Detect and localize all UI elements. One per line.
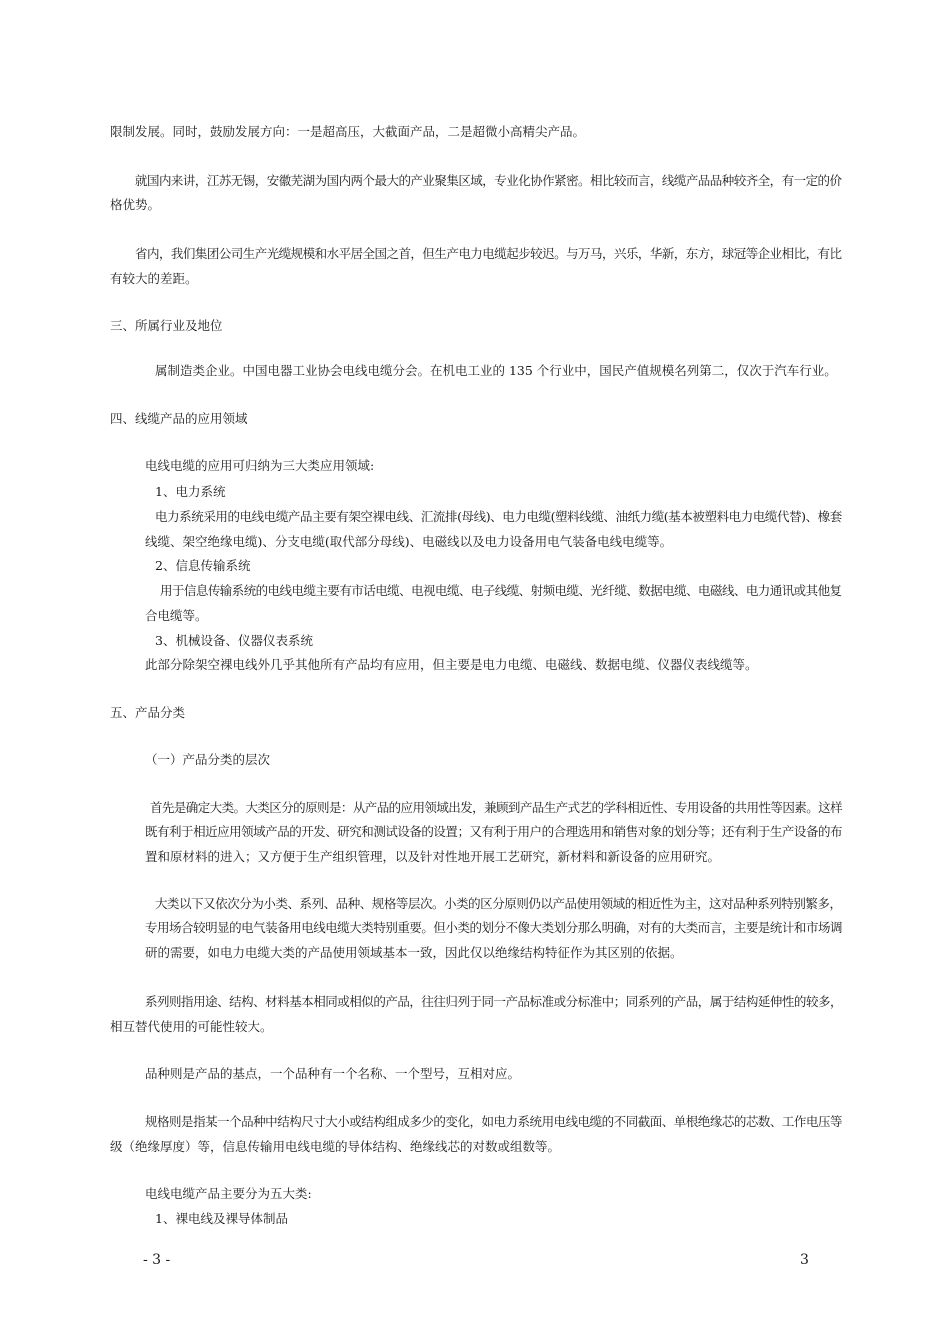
section-heading: 四、线缆产品的应用领域: [110, 411, 248, 426]
text-line: 大类以下又依次分为小类、系列、品种、规格等层次。小类的区分原则仍以产品使用领域的相近性为主，这对品种系列特别繁多，: [155, 896, 842, 911]
text-line: 合电缆等。: [145, 608, 208, 623]
text-line: 有较大的差距。: [110, 271, 198, 286]
text-line: 规格则是指某一个品种中结构尺寸大小或结构组成多少的变化，如电力系统用电线电缆的不同截面、单根绝缘芯的芯数、工作电压等: [145, 1114, 843, 1129]
text-line: 首先是确定大类。大类区分的原则是：从产品的应用领域出发，兼顾到产品生产式艺的学科相近性、专用设备的共用性等因素。这样: [150, 800, 843, 815]
text-line: 此部分除架空裸电线外几乎其他所有产品均有应用，但主要是电力电缆、电磁线、数据电缆、仪器仪表线缆等。: [145, 657, 758, 672]
section-heading: 五、产品分类: [110, 705, 186, 720]
text-line: 既有利于相近应用领域产品的开发、研究和测试设备的设置；又有利于用户的合理选用和销售对象的划分等；还有利于生产设备的布: [145, 824, 843, 839]
text-line: 置和原材料的进入；又方便于生产组织管理，以及针对性地开展工艺研究，新材料和新设备的应用研究。: [145, 849, 721, 864]
list-item-heading: 1、裸电线及裸导体制品: [155, 1211, 288, 1226]
text-line: 用于信息传输系统的电线电缆主要有市话电缆、电视电缆、电子线缆、射频电缆、光纤缆、数据电缆、电磁线、电力通讯或其他复: [160, 583, 842, 598]
text-line: 研的需要，如电力电缆大类的产品使用领域基本一致，因此仅以绝缘结构特征作为其区别的依据。: [145, 945, 683, 960]
text-line: 专用场合较明显的电气装备用电线电缆大类特别重要。但小类的划分不像大类划分那么明确，对有的大类而言，主要是统计和市场调: [145, 920, 843, 935]
text-line: 相互替代使用的可能性较大。: [110, 1019, 273, 1034]
text-line: 格优势。: [110, 197, 161, 212]
text-line: 线缆、架空绝缘电缆)、分支电缆(取代部分母线)、电磁线以及电力设备用电气装备电线电缆等。: [145, 534, 673, 549]
text-line: 系列则指用途、结构、材料基本相同或相似的产品，往往归列于同一产品标准或分标准中；同系列的产品，属于结构延伸性的较多，: [145, 994, 843, 1009]
text-line: 品种则是产品的基点，一个品种有一个名称、一个型号，互相对应。: [145, 1066, 521, 1081]
text-line: 电线电缆产品主要分为五大类:: [145, 1186, 312, 1201]
subsection-heading: （一）产品分类的层次: [145, 752, 271, 767]
page-number: 3: [800, 1252, 809, 1268]
text-line: 限制发展。同时，鼓励发展方向：一是超高压，大截面产品，二是超微小高精尖产品。: [110, 124, 586, 139]
text-line: 电线电缆的应用可归纳为三大类应用领域:: [145, 458, 375, 473]
list-item-heading: 1、电力系统: [155, 484, 226, 499]
section-heading: 三、所属行业及地位: [110, 318, 223, 333]
page-footer-left: - 3 -: [143, 1252, 171, 1268]
text-line: 省内，我们集团公司生产光缆规模和水平居全国之首，但生产电力电缆起步较迟。与万马，兴乐，华新，东方，球冠等企业相比，有比: [135, 246, 842, 261]
text-line: 电力系统采用的电线电缆产品主要有架空裸电线、汇流排(母线)、电力电缆(塑料线缆、油纸力缆(基本被塑料电力电缆代替)、橡套: [155, 509, 842, 524]
list-item-heading: 3、机械设备、仪器仪表系统: [155, 633, 313, 648]
text-line: 级（绝缘厚度）等，信息传输用电线电缆的导体结构、绝缘线芯的对数或组数等。: [110, 1139, 561, 1154]
list-item-heading: 2、信息传输系统: [155, 558, 251, 573]
text-line: 就国内来讲，江苏无锡，安徽芜湖为国内两个最大的产业聚集区域，专业化协作紧密。相比较而言，线缆产品品种较齐全，有一定的价: [135, 173, 842, 188]
text-line: 属制造类企业。中国电器工业协会电线电缆分会。在机电工业的 135 个行业中，国民产值规模名列第二，仅次于汽车行业。: [155, 363, 837, 378]
